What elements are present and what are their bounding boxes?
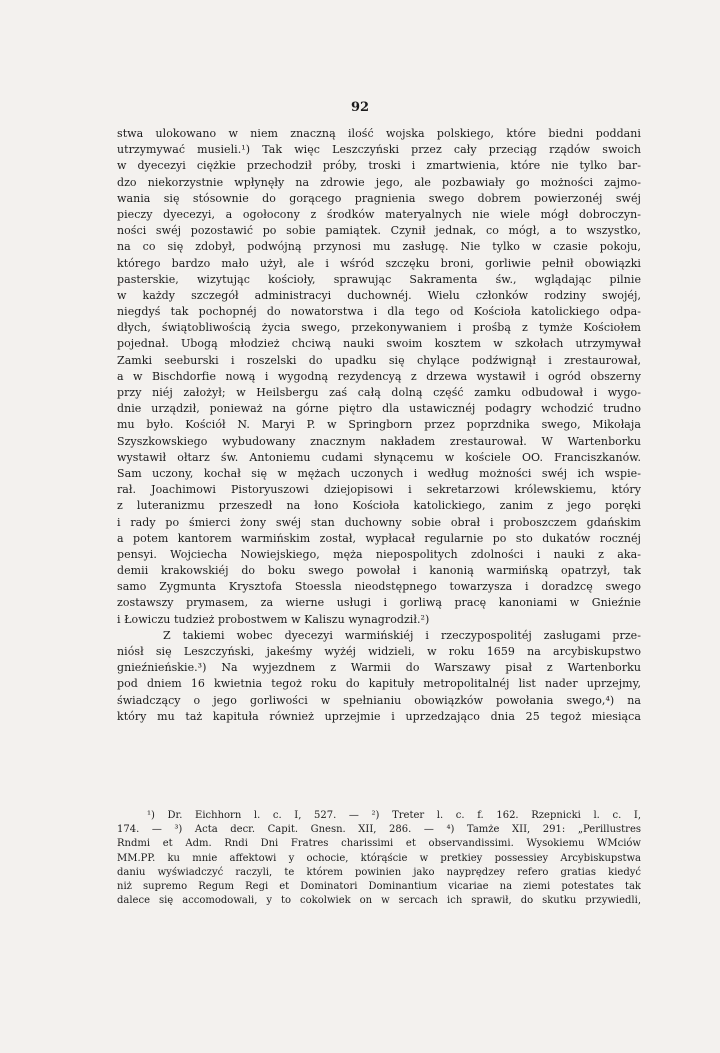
text-line: niegdyś tak pochopnéj do nowatorstwa i dla tego od Kościoła katolickiego odpa- [117, 305, 641, 319]
text-line: dzo niekorzystnie wpłynęły na zdrowie jego, ale pozbawiały go możności zajmo- [117, 175, 641, 189]
text-line: niósł się Leszczyński, jakeśmy wyżéj widzieli, w roku 1659 na arcybiskupstwo [117, 645, 641, 658]
text-line: demii krakowskiéj do boku swego powołał i kanonią warmińską opatrzył, tak [117, 564, 641, 578]
text-line: Szyszkowskiego wybudowany znacznym nakładem zrestaurował. W Wartenborku [117, 434, 641, 448]
text-line: gnieźnieńskie.³) Na wyjezdnem z Warmii do Warszawy pisał z Wartenborku [117, 661, 641, 675]
text-line: Zamki seeburski i roszelski do upadku się chylące podźwignął i zrestaurował, [117, 353, 641, 367]
text-line: samo Zygmunta Krysztofa Stoessla nieodstępnego towarzysza i doradzcę swego [117, 580, 641, 594]
footnote-line: ¹) Dr. Eichhorn l. c. I, 527. — ²) Treter l. c. f. 162. Rzepnicki l. c. I, [147, 810, 641, 821]
footnotes [117, 809, 641, 908]
text-line: stwa ulokowano w niem znaczną ilość wojska polskiego, które biedni poddani [117, 127, 641, 140]
text-line: pojednał. Ubogą młodzież chciwą nauki swoim kosztem w szkołach utrzymywał [117, 337, 641, 351]
text-line: pensyi. Wojciecha Nowiejskiego, męża niepospolitych zdolności i nauki z aka- [117, 547, 641, 561]
text-line: zostawszy prymasem, za wierne usługi i gorliwą pracę kanoniami w Gnieźnie [117, 596, 641, 610]
text-line: i Łowiczu tudzież probostwem w Kaliszu wynagrodził.²) [117, 612, 430, 626]
text-line: rał. Joachimowi Pistoryuszowi dziejopisowi i sekretarzowi królewskiemu, który [117, 483, 641, 497]
text-line: a w Bischdorfie nową i wygodną rezydencyą z drzewa wystawił i ogród obszerny [117, 369, 641, 383]
text-line: na co się zdobył, podwójną przynosi mu zasługę. Nie tylko w czasie pokoju, [117, 240, 641, 254]
text-line: mu było. Kościół N. Maryi P. w Springborn przez poprzdnika swego, Mikołaja [117, 418, 641, 432]
footnote-line: Rndmi et Adm. Rndi Dni Fratres charissimi et observandissimi. Wysokiemu WMciów [117, 838, 641, 850]
text-line: świadczący o jego gorliwości w spełnianiu obowiązków powołania swego,⁴) na [117, 693, 641, 707]
text-line: którego bardzo mało użył, ale i wśród szczęku broni, gorliwie pełnił obowiązki [117, 256, 641, 270]
text-line: i rady po śmierci żony swéj stan duchowny sobie obrał i proboszczem gdańskim [117, 515, 641, 529]
text-line: który mu taż kapituła również uprzejmie i uprzedzająco dnia 25 tegoż miesiąca [117, 709, 641, 723]
page-number: 92 [350, 100, 370, 115]
footnote-line: niż supremo Regum Regi et Dominatori Dominantium vicariae na ziemi potestates tak [117, 880, 641, 892]
text-line: dłych, świątobliwością życia swego, przekonywaniem i prośbą z tymże Kościołem [117, 321, 641, 335]
footnote-line: 174. — ³) Acta decr. Capit. Gnesn. XII, 286. — ⁴) Tamże XII, 291: „Perillustres [117, 824, 641, 836]
footnote-line: MM.PP. ku mnie affektowi y ochocie, którąście w pretkiey possessiey Arcybiskupstwa [117, 852, 641, 864]
text-line: utrzymywać musieli.¹) Tak więc Leszczyński przez cały przeciąg rządów swoich [117, 143, 641, 157]
text-line: przy niéj założył; w Heilsbergu zaś całą dolną część zamku odbudował i wygo- [117, 386, 641, 399]
footnote-line: daniu wyświadczyć raczyli, te którem powinien jako nayprędzey refero gratias kiedyć [117, 866, 641, 878]
footnote-line: dalece się accomodowali, y to cokolwiek on w sercach ich sprawił, do skutku przywiedli, [117, 895, 641, 907]
text-line: pasterskie, wizytując kościoły, sprawując Sakramenta św., wglądając pilnie [117, 272, 641, 286]
text-line: Sam uczony, kochał się w mężach uczonych i według możności swéj ich wspie- [117, 466, 641, 480]
main-text [117, 126, 641, 725]
text-line: ności swéj pozostawić po sobie pamiątek. Czynił jednak, co mógł, a to wszystko, [117, 224, 641, 238]
text-line: a potem kantorem warmińskim został, wypłacał regularnie po sto dukatów rocznéj [117, 531, 641, 545]
text-line: Z takiemi wobec dyecezyi warmińskiéj i rzeczypospolitéj zasługami prze- [163, 628, 641, 642]
text-line: z luteranizmu przeszedł na łono Kościoła katolickiego, zanim z jego poręki [117, 499, 641, 513]
text-line: wania się stósownie do gorącego pragnienia swego dobrem powierzonéj swéj [117, 191, 641, 205]
text-line: pod dniem 16 kwietnia tegoż roku do kapituły metropolitalnéj list nader uprzejmy, [117, 677, 641, 691]
text-line: w dyecezyi ciężkie przechodził próby, troski i zmartwienia, które nie tylko bar- [117, 159, 641, 173]
text-line: dnie urządził, ponieważ na górne piętro dla ustawicznéj podagry wchodzić trudno [117, 402, 641, 416]
text-line: w każdy szczegół administracyi duchownéj. Wielu członków rodziny swojéj, [117, 288, 641, 302]
text-line: wystawił ołtarz św. Antoniemu cudami słynącemu w kościele OO. Franciszkanów. [117, 450, 641, 464]
text-line: pieczy dyecezyi, a ogołocony z środków materyalnych nie wiele mógł dobroczyn- [117, 207, 641, 221]
